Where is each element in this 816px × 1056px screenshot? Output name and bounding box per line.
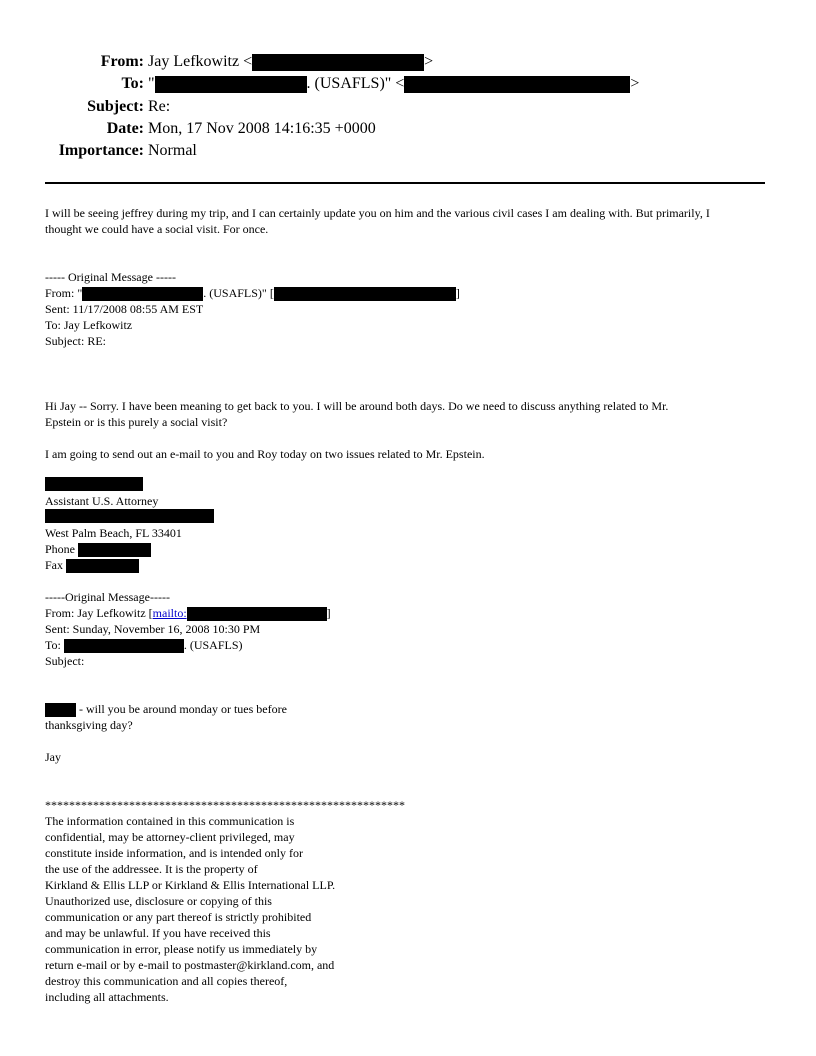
to-mid: . (USAFLS)" < [306, 75, 405, 92]
original2-to [45, 637, 243, 653]
disclaimer-line: Kirkland & Ellis LLP or Kirkland & Ellis International LLP. [45, 878, 336, 892]
redaction-block [64, 639, 184, 653]
redaction-block [252, 54, 424, 71]
disclaimer-line: including all attachments. [45, 990, 169, 1004]
redaction-block [274, 287, 456, 301]
original2-separator: -----Original Message----- [45, 590, 170, 604]
from-close: > [424, 53, 434, 70]
to-value [148, 73, 639, 95]
original2-from-prefix: From: Jay Lefkowitz [ [45, 606, 153, 620]
reply-line-2: thought we could have a social visit. For once. [45, 222, 269, 236]
body2-line-2: thanksgiving day? [45, 718, 133, 732]
importance-value: Normal [148, 142, 197, 159]
redaction-block [155, 76, 307, 93]
from-label: From: [100, 53, 144, 70]
original2-sent: Sent: Sunday, November 16, 2008 10:30 PM [45, 622, 261, 636]
subject-label: Subject: [87, 98, 144, 115]
signature-city: West Palm Beach, FL 33401 [45, 526, 182, 540]
to-open: " [148, 75, 155, 92]
header-divider [45, 182, 765, 184]
disclaimer-line: The information contained in this communication is [45, 814, 295, 828]
importance-label: Importance: [58, 142, 144, 159]
disclaimer-line: constitute inside information, and is intended only for [45, 846, 303, 860]
original2-to-prefix: To: [45, 638, 61, 652]
original1-from-close: ] [455, 286, 460, 300]
original1-to: To: Jay Lefkowitz [45, 318, 133, 332]
body1-line-2: Epstein or is this purely a social visit? [45, 415, 228, 429]
original1-from-prefix: From: " [45, 286, 83, 300]
disclaimer-line: confidential, may be attorney-client privileged, may [45, 830, 295, 844]
redaction-block [187, 607, 327, 621]
phone-label: Phone [45, 542, 75, 556]
from-value [148, 51, 433, 73]
disclaimer-line: and may be unlawful. If you have received this [45, 926, 271, 940]
mailto-link[interactable]: mailto: [152, 606, 187, 620]
body2-line-1 [45, 701, 287, 717]
signature-phone [45, 541, 151, 557]
header-subject-row [0, 96, 816, 118]
original1-from-mid: . (USAFLS)" [ [203, 286, 274, 300]
from-sender: Jay Lefkowitz < [148, 53, 253, 70]
redaction-block [45, 509, 214, 523]
original1-from [45, 285, 460, 301]
reply-line-1: I will be seeing jeffrey during my trip, and I can certainly update you on him and the various civil cases I am dealing with. But primarily, I [45, 206, 710, 220]
header-date-row [0, 118, 816, 140]
original2-subject: Subject: [45, 654, 85, 668]
header-to-row [0, 73, 816, 95]
body1-line-1: Hi Jay -- Sorry. I have been meaning to get back to you. I will be around both days. Do we need to discuss anything related to Mr. [45, 399, 669, 413]
to-close: > [630, 75, 640, 92]
disclaimer-line: the use of the addressee. It is the property of [45, 862, 258, 876]
body2-line-1-text: - will you be around monday or tues before [76, 702, 287, 716]
disclaimer-line: return e-mail or by e-mail to postmaster@kirkland.com, and [45, 958, 335, 972]
disclaimer-line: destroy this communication and all copies thereof, [45, 974, 288, 988]
redaction-block [78, 543, 151, 557]
redaction-block [404, 76, 630, 93]
date-value: Mon, 17 Nov 2008 14:16:35 +0000 [148, 120, 376, 137]
signature-title: Assistant U.S. Attorney [45, 494, 159, 508]
signature-fax [45, 557, 139, 573]
original2-from-close: ] [326, 606, 331, 620]
date-label: Date: [106, 120, 144, 137]
header-importance-row [0, 140, 816, 162]
original1-subject: Subject: RE: [45, 334, 106, 348]
original2-to-suffix: . (USAFLS) [183, 638, 243, 652]
to-label: To: [121, 75, 144, 92]
body1-paragraph-2: I am going to send out an e-mail to you and Roy today on two issues related to Mr. Epstein. [45, 447, 485, 461]
disclaimer-line: communication or any part thereof is strictly prohibited [45, 910, 312, 924]
disclaimer-line: communication in error, please notify us immediately by [45, 942, 318, 956]
original1-sent: Sent: 11/17/2008 08:55 AM EST [45, 302, 204, 316]
disclaimer-stars: ************************************************************ [45, 798, 405, 812]
redaction-block [66, 559, 139, 573]
subject-value: Re: [148, 98, 171, 115]
redaction-block [45, 477, 143, 491]
disclaimer-line: Unauthorized use, disclosure or copying of this [45, 894, 272, 908]
redaction-block [82, 287, 203, 301]
body2-signoff: Jay [45, 750, 61, 764]
original2-from [45, 605, 331, 621]
fax-label: Fax [45, 558, 63, 572]
original-message-separator: ----- Original Message ----- [45, 270, 176, 284]
header-from-row [0, 51, 816, 73]
redaction-block [45, 703, 76, 717]
